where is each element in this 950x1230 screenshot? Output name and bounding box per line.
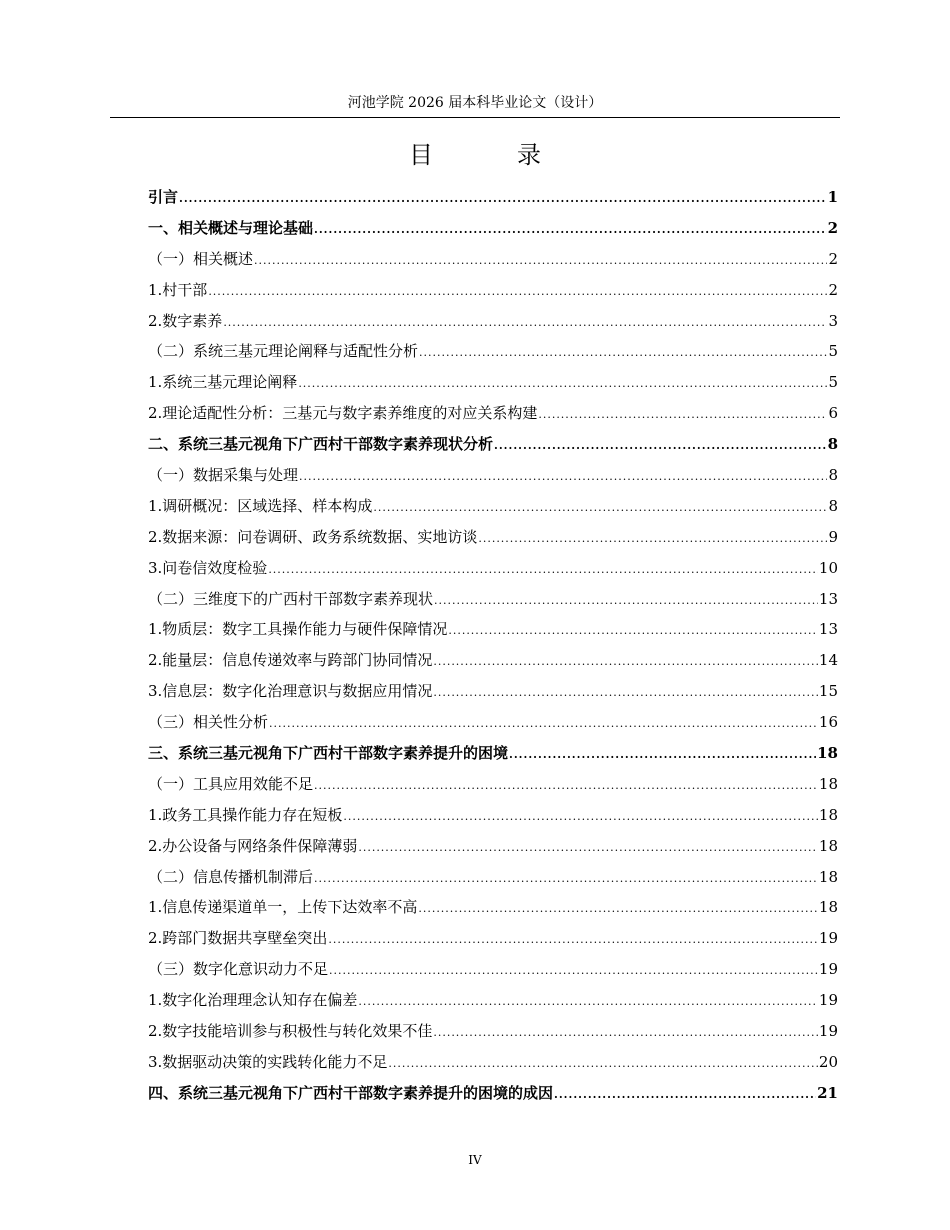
toc-entry-page: 18 (818, 774, 838, 793)
toc-entry-title: 一、相关概述与理论基础 (148, 218, 314, 237)
toc-dot-leader (343, 802, 818, 833)
toc-dot-leader (418, 894, 818, 925)
header-divider (110, 117, 840, 118)
toc-entry[interactable] (148, 367, 838, 398)
toc-entry-page: 18 (818, 836, 838, 855)
toc-entry-page: 5 (828, 342, 838, 361)
toc-dot-leader (494, 431, 827, 462)
toc-entry[interactable] (148, 645, 838, 676)
toc-dot-leader (268, 555, 818, 586)
toc-entry-title: 引言 (148, 188, 179, 206)
toc-entry-title: 2.数字素养 (148, 311, 223, 330)
toc-entry[interactable] (148, 769, 838, 800)
toc-entry-title: 2.理论适配性分析：三基元与数字素养维度的对应关系构建 (148, 404, 538, 423)
toc-entry-title: 1.数字化治理理念认知存在偏差 (148, 991, 358, 1010)
toc-dot-leader (298, 369, 827, 400)
toc-entry-page: 2 (827, 218, 838, 237)
toc-entry[interactable] (148, 460, 838, 491)
toc-dot-leader (314, 215, 827, 246)
toc-dot-leader (538, 400, 827, 431)
toc-entry[interactable] (148, 491, 838, 522)
toc-dot-leader (269, 709, 818, 740)
toc-dot-leader (554, 1080, 816, 1111)
toc-entry-title: 1.系统三基元理论阐释 (148, 373, 298, 392)
toc-entry[interactable] (148, 244, 838, 275)
toc-entry-title: 2.数字技能培训参与积极性与转化效果不佳 (148, 1022, 433, 1041)
toc-entry-page: 3 (828, 311, 838, 330)
toc-entry-title: 1.调研概况：区域选择、样本构成 (148, 496, 373, 515)
toc-entry-title: （二）系统三基元理论阐释与适配性分析 (148, 342, 419, 361)
toc-entry[interactable] (148, 707, 838, 738)
toc-dot-leader (358, 987, 818, 1018)
toc-entry-title: 2.能量层：信息传递效率与跨部门协同情况 (148, 651, 433, 670)
toc-entry[interactable] (148, 553, 838, 584)
toc-entry[interactable] (148, 336, 838, 367)
toc-entry-page: 1 (827, 188, 838, 206)
toc-entry-page: 5 (828, 373, 838, 392)
toc-dot-leader (358, 833, 818, 864)
toc-entry[interactable] (148, 738, 838, 769)
toc-dot-leader (433, 647, 818, 678)
toc-entry[interactable] (148, 1047, 838, 1078)
toc-dot-leader (434, 586, 818, 617)
toc-entry[interactable] (148, 985, 838, 1016)
toc-entry-title: 1.信息传递渠道单一，上传下达效率不高 (148, 898, 418, 917)
toc-entry-title: （一）相关概述 (148, 249, 254, 268)
toc-dot-leader (388, 1049, 818, 1080)
toc-entry-page: 18 (818, 867, 838, 886)
toc-dot-leader (419, 338, 827, 369)
toc-entry-page: 19 (818, 991, 838, 1010)
toc-entry-title: （三）数字化意识动力不足 (148, 960, 329, 979)
toc-entry[interactable] (148, 429, 838, 460)
toc-dot-leader (478, 524, 827, 555)
toc-entry[interactable] (148, 862, 838, 893)
toc-entry-title: 三、系统三基元视角下广西村干部数字素养提升的困境 (148, 744, 509, 763)
toc-entry[interactable] (148, 275, 838, 306)
toc-dot-leader (299, 462, 827, 493)
toc-entry-page: 8 (827, 435, 838, 454)
toc-entry[interactable] (148, 800, 838, 831)
toc-entry-page: 19 (818, 1022, 838, 1041)
toc-entry[interactable] (148, 584, 838, 615)
toc-entry[interactable] (148, 831, 838, 862)
toc-entry-title: 1.物质层：数字工具操作能力与硬件保障情况 (148, 620, 448, 639)
toc-entry[interactable] (148, 1016, 838, 1047)
toc-entry[interactable] (148, 182, 838, 213)
toc-entry-page: 13 (818, 620, 838, 639)
toc-entry-title: （二）三维度下的广西村干部数字素养现状 (148, 589, 434, 608)
toc-entry[interactable] (148, 398, 838, 429)
toc-title: 目 录 (409, 141, 571, 169)
toc-entry-page: 19 (818, 960, 838, 979)
toc-dot-leader (223, 308, 827, 339)
toc-dot-leader (254, 246, 827, 277)
toc-dot-leader (448, 616, 818, 647)
toc-entry-page: 10 (818, 558, 838, 577)
toc-entry-page: 16 (818, 713, 838, 732)
toc-entry-title: 1.政务工具操作能力存在短板 (148, 805, 343, 824)
toc-entry-page: 18 (818, 898, 838, 917)
toc-dot-leader (328, 925, 818, 956)
toc-entry[interactable] (148, 213, 838, 244)
running-header: 河池学院 2026 届本科毕业论文（设计） (347, 95, 603, 111)
toc-entry-title: 2.数据来源：问卷调研、政务系统数据、实地访谈 (148, 527, 478, 546)
toc-dot-leader (314, 771, 818, 802)
toc-entry-page: 9 (828, 527, 838, 546)
toc-entry-page: 21 (817, 1083, 838, 1102)
toc-entry[interactable] (148, 923, 838, 954)
toc-entry[interactable] (148, 892, 838, 923)
toc-entry-title: 2.办公设备与网络条件保障薄弱 (148, 836, 358, 855)
toc-entry-title: 二、系统三基元视角下广西村干部数字素养现状分析 (148, 435, 494, 454)
toc-entry[interactable] (148, 1078, 838, 1109)
toc-entry-page: 6 (828, 404, 838, 423)
toc-dot-leader (433, 678, 818, 709)
toc-dot-leader (373, 493, 827, 524)
toc-entry-page: 20 (818, 1052, 838, 1071)
toc-entry-title: 3.信息层：数字化治理意识与数据应用情况 (148, 682, 433, 701)
toc-entry-page: 15 (818, 682, 838, 701)
toc-entry[interactable] (148, 954, 838, 985)
toc-entry[interactable] (148, 306, 838, 337)
toc-entry-title: 2.跨部门数据共享壁垒突出 (148, 929, 328, 948)
toc-dot-leader (329, 956, 818, 987)
toc-entry-title: 四、系统三基元视角下广西村干部数字素养提升的困境的成因 (148, 1083, 554, 1102)
page-number: IV (468, 1153, 482, 1167)
toc-entry-title: （一）数据采集与处理 (148, 466, 299, 485)
toc-entry-title: 3.数据驱动决策的实践转化能力不足 (148, 1052, 388, 1071)
toc-entry-page: 18 (817, 744, 838, 763)
toc-entry-page: 14 (818, 651, 838, 670)
toc-entry[interactable] (148, 522, 838, 553)
toc-entry-title: 3.问卷信效度检验 (148, 558, 268, 577)
toc-entry-title: （三）相关性分析 (148, 713, 269, 732)
toc-entry-title: （一）工具应用效能不足 (148, 774, 314, 793)
toc-entry-page: 8 (828, 466, 838, 485)
toc-dot-leader (509, 740, 816, 771)
toc-entry-title: 1.村干部 (148, 280, 208, 299)
toc-entry[interactable] (148, 676, 838, 707)
toc-entry-title: （二）信息传播机制滞后 (148, 867, 314, 886)
table-of-contents (148, 182, 838, 1109)
toc-entry-page: 13 (818, 589, 838, 608)
toc-dot-leader (314, 864, 818, 895)
toc-dot-leader (433, 1018, 818, 1049)
toc-entry-page: 19 (818, 929, 838, 948)
toc-entry-page: 8 (828, 496, 838, 515)
toc-dot-leader (208, 277, 827, 308)
toc-entry[interactable] (148, 614, 838, 645)
toc-dot-leader (179, 184, 827, 215)
toc-entry-page: 2 (828, 280, 838, 299)
toc-entry-page: 2 (828, 249, 838, 268)
toc-entry-page: 18 (818, 805, 838, 824)
